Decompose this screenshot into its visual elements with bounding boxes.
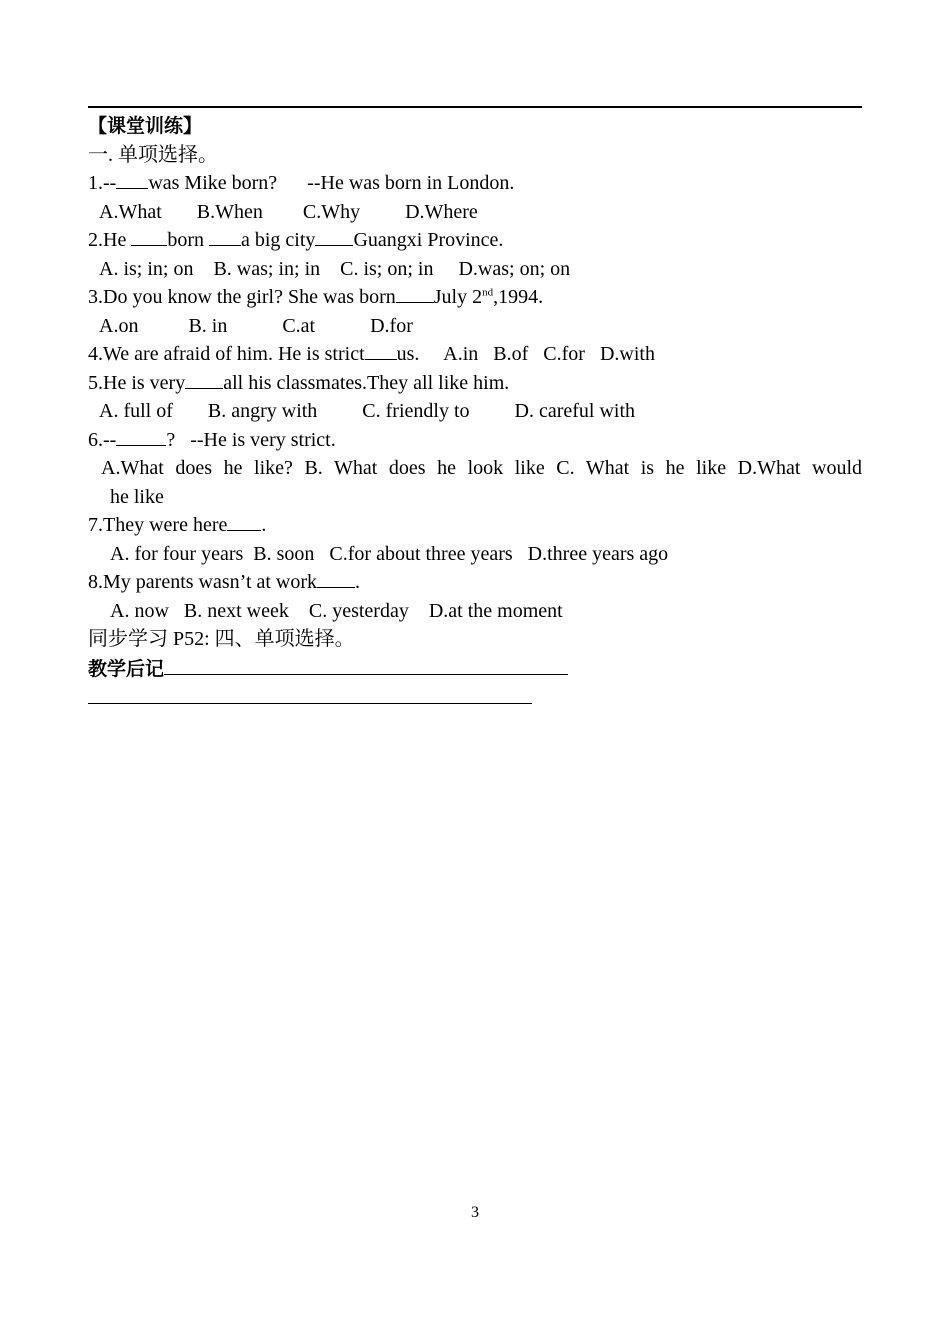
- q5-text-a: 5.He is very: [88, 371, 186, 394]
- q5-text-b: all his classmates.They all like him.: [223, 371, 510, 394]
- q2-text-b: born: [167, 229, 209, 251]
- q2-text-a: 2.He: [88, 229, 132, 251]
- q1-text-b: was Mike born? --He was born in London.: [148, 172, 515, 194]
- answer-blank: [185, 370, 223, 389]
- section-title: 【课堂训练】: [88, 115, 203, 137]
- q4-text-a: 4.We are afraid of him. He is strict: [88, 343, 365, 365]
- question-3-options: A.on B. in C.at D.for: [99, 314, 413, 337]
- answer-blank: [396, 284, 434, 303]
- page-number: 3: [471, 1204, 479, 1221]
- sync-note: 同步学习 P52: 四、单项选择。: [88, 628, 355, 650]
- q8-text-b: .: [355, 571, 361, 593]
- question-6: [88, 426, 862, 455]
- answer-blank: [131, 227, 167, 246]
- q2-text-d: Guangxi Province.: [353, 229, 504, 251]
- q3-text-a: 3.Do you know the girl? She was born: [88, 286, 396, 308]
- question-7: [88, 511, 862, 540]
- question-6-options: A.What does he like? B. What does he look like C. What is he like D.What would: [101, 457, 862, 479]
- q1-text-a: 1.--: [88, 172, 117, 194]
- answer-blank: [209, 227, 241, 246]
- notes-line-2: [88, 683, 862, 713]
- question-2-options: A. is; in; on B. was; in; in C. is; on; in D.was; on; on: [99, 257, 571, 280]
- q8-text-a: 8.My parents wasn’t at work: [88, 571, 318, 593]
- q3-text-c: ,1994.: [493, 286, 544, 308]
- question-3: [88, 283, 862, 312]
- teaching-notes: [88, 654, 862, 684]
- question-5-options: A. full of B. angry with C. friendly to D. careful with: [99, 400, 636, 422]
- notes-line: [88, 683, 532, 704]
- q6-text-b: ? --He is very strict.: [166, 428, 336, 451]
- question-4: [88, 340, 862, 369]
- notes-line: [164, 654, 568, 675]
- answer-blank: [116, 170, 148, 189]
- question-8: [88, 568, 862, 597]
- document-page: [88, 106, 862, 713]
- question-2: [88, 226, 862, 255]
- question-1: [88, 169, 862, 198]
- q3-superscript: nd: [482, 286, 494, 299]
- header-rule: [88, 106, 862, 108]
- q7-text-b: .: [261, 514, 267, 536]
- q6-text-a: 6.--: [88, 428, 117, 451]
- part-heading: 一. 单项选择。: [88, 143, 218, 166]
- answer-blank: [116, 427, 166, 446]
- q3-text-b: July 2: [433, 286, 483, 308]
- question-5: [88, 369, 862, 398]
- q2-text-c: a big city: [241, 229, 316, 251]
- question-1-options: A.What B.When C.Why D.Where: [99, 200, 478, 223]
- answer-blank: [227, 512, 261, 531]
- question-8-options: A. now B. next week C. yesterday D.at the moment: [110, 599, 563, 622]
- answer-blank: [365, 341, 397, 360]
- question-7-options: A. for four years B. soon C.for about three years D.three years ago: [110, 542, 669, 565]
- answer-blank: [317, 569, 355, 588]
- q4-text-b: us. A.in B.of C.for D.with: [396, 343, 655, 365]
- question-6-options-cont: he like: [110, 485, 164, 508]
- answer-blank: [315, 227, 353, 246]
- q7-text-a: 7.They were here: [88, 514, 228, 536]
- teaching-notes-label: 教学后记: [88, 657, 165, 680]
